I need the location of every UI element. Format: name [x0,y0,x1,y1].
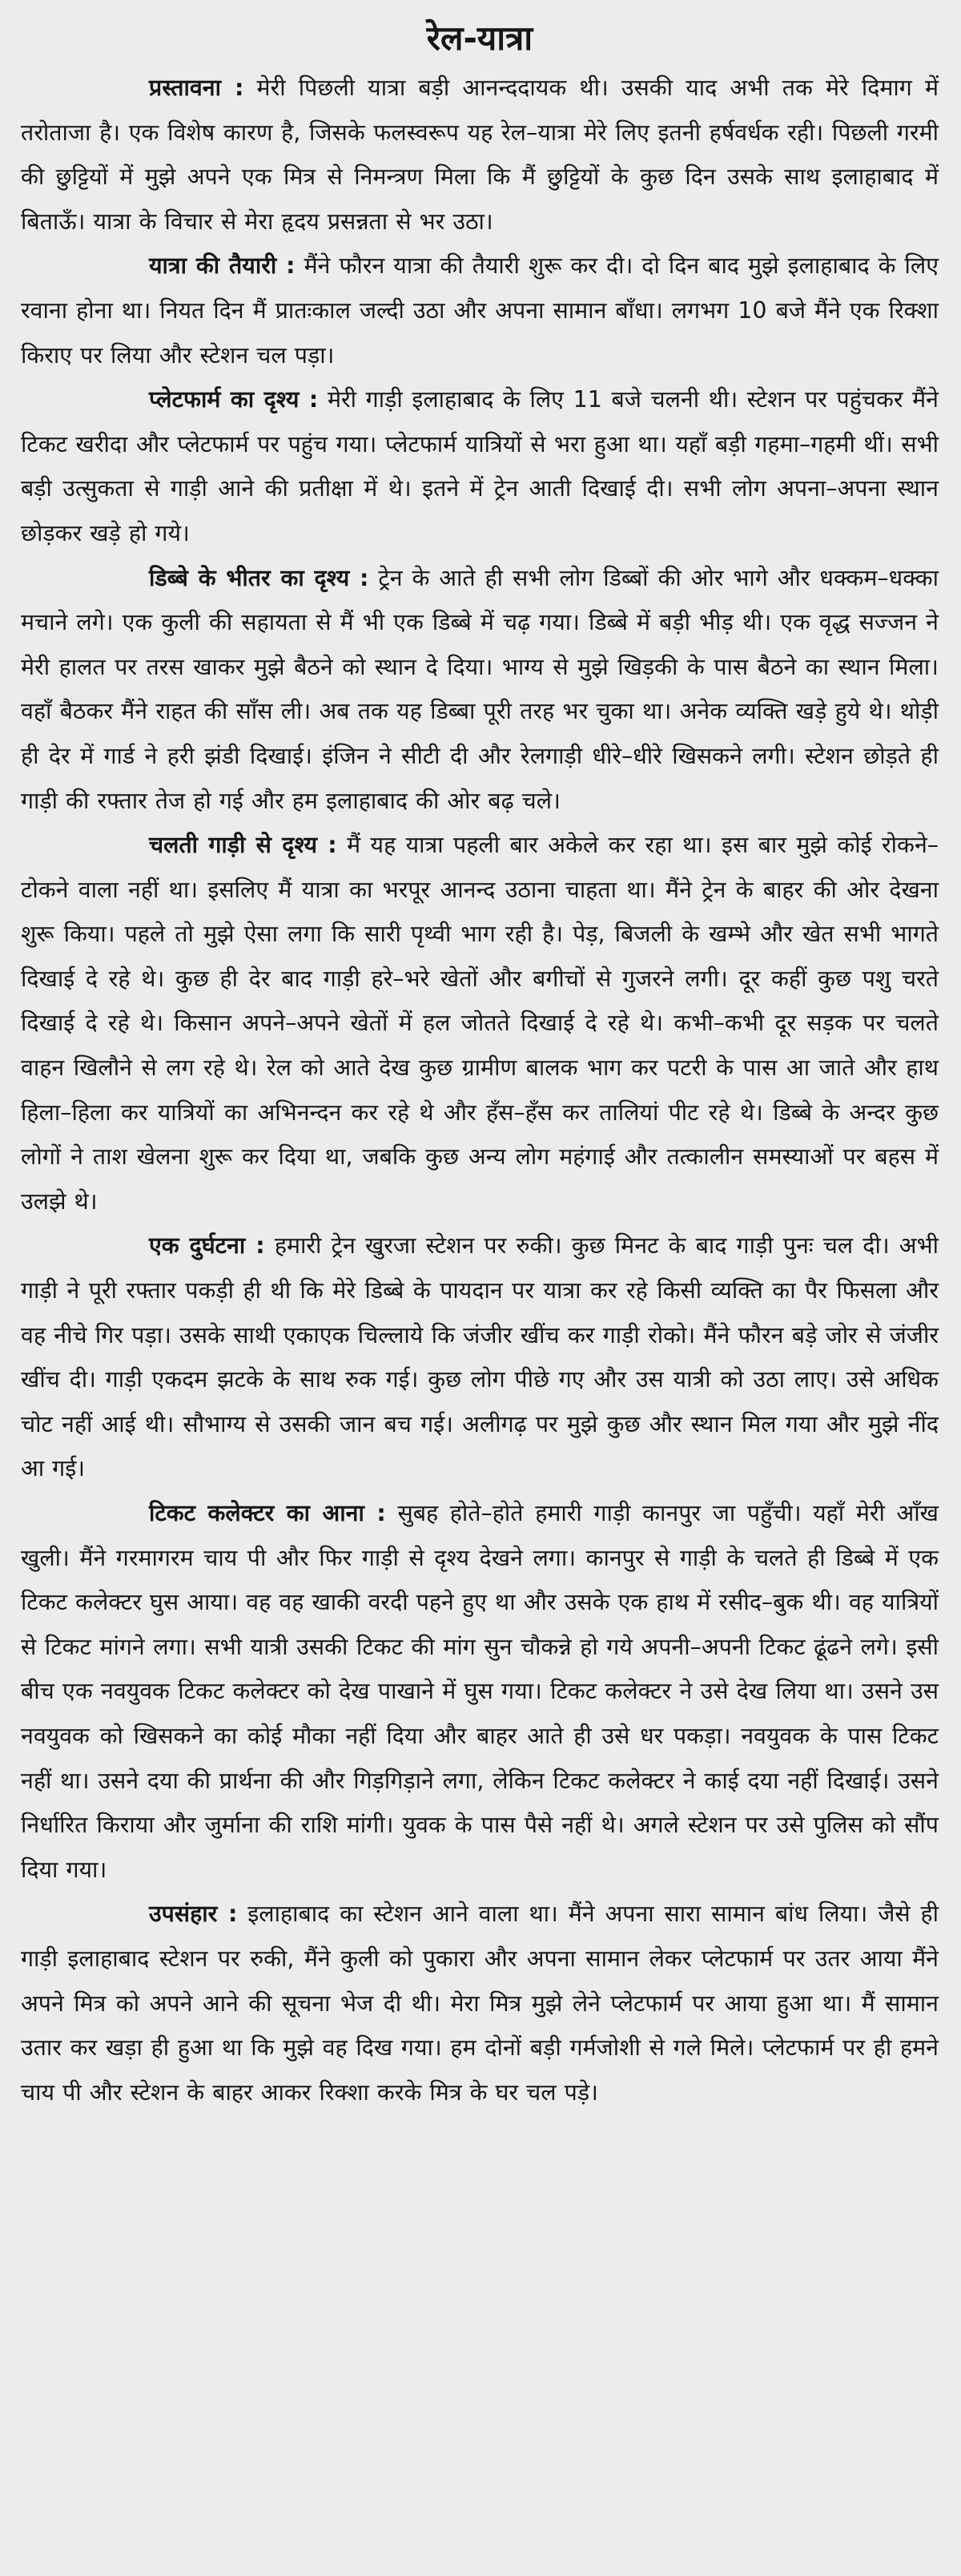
section-text: इलाहाबाद का स्टेशन आने वाला था। मैंने अपना सारा सामान बांध लिया। जैसे ही गाड़ी इलाहाबाद स्टेशन पर रुकी, मैंने कुली को पुकारा और अपना सामान लेकर प्लेटफार्म पर उतर आया मैंने अपने मित्र को अपने आने की सूचना भेज दी थी। मेरा मित्र मुझे लेने प्लेटफार्म पर आया हुआ था। मैं सामान उतार कर खड़ा ही हुआ था कि मुझे वह दिख गया। हम दोनों बड़ी गर्मजोशी से गले मिले। प्लेटफार्म पर ही हमने चाय पी और स्टेशन के बाहर आकर रिक्शा करके मित्र के घर चल पड़े। [21,1901,939,2106]
section-ticket-collector [21,1491,939,1892]
section-heading: प्रस्तावना : [149,75,244,101]
section-moving-train-view [21,823,939,1223]
section-heading: एक दुर्घटना : [149,1232,265,1260]
section-text: सुबह होते–होते हमारी गाड़ी कानपुर जा पहुँची। यहाँ मेरी आँख खुली। मैंने गरमागरम चाय पी और फिर गाड़ी से दृश्य देखने लगा। कानपुर से गाड़ी के चलते ही डिब्बे में एक टिकट कलेक्टर घुस आया। वह वह खाकी वरदी पहने हुए था और उसके एक हाथ में रसीद–बुक थी। वह यात्रियों से टिकट मांगने लगा। सभी यात्री उसकी टिकट की मांग सुन चौकन्ने हो गये अपनी–अपनी टिकट ढूंढने लगे। इसी बीच एक नवयुवक टिकट कलेक्टर को देख पाखाने में घुस गया। टिकट कलेक्टर ने उसे देख लिया था। उसने उस नवयुवक को खिसकने का कोई मौका नहीं दिया और बाहर आते ही उसे धर पकड़ा। नवयुवक के पास टिकट नहीं था। उसने दया की प्रार्थना की और गिड़गिड़ाने लगा, लेकिन टिकट कलेक्टर ने काई दया नहीं दिखाई। उसने निर्धारित किराया और जुर्माना की राशि मांगी। युवक के पास पैसे नहीं थे। अगले स्टेशन पर उसे पुलिस को सौंप दिया गया। [21,1500,939,1883]
section-text: मेरी पिछली यात्रा बड़ी आनन्ददायक थी। उसकी याद अभी तक मेरे दिमाग में तरोताजा है। एक विशेष कारण है, जिसके फलस्वरूप यह रेल–यात्रा मेरे लिए इतनी हर्षवर्धक रही। पिछली गरमी की छुट्टियों में मुझे अपने एक मित्र से निमन्त्रण मिला कि मैं छुट्टियों के कुछ दिन उसके साथ इलाहाबाद में बिताऊँ। यात्रा के विचार से मेरा हृदय प्रसन्नता से भर उठा। [21,75,939,235]
section-preparation [21,244,939,377]
section-heading: चलती गाड़ी से दृश्य : [149,832,337,859]
section-heading: टिकट कलेक्टर का आना : [149,1500,386,1526]
section-heading: उपसंहार : [149,1901,238,1928]
section-heading: यात्रा की तैयारी : [149,252,296,280]
section-inside-coach [21,556,939,824]
section-accident [21,1223,939,1491]
section-text: मैंने फौरन यात्रा की तैयारी शुरू कर दी। दो दिन बाद मुझे इलाहाबाद के लिए रवाना होना था। नियत दिन मैं प्रातःकाल जल्दी उठा और अपना सामान बाँधा। लगभग 10 बजे मैंने एक रिक्शा किराए पर लिया और स्टेशन चल पड़ा। [21,252,939,369]
section-text: ट्रेन के आते ही सभी लोग डिब्बों की ओर भागे और धक्कम–धक्का मचाने लगे। एक कुली की सहायता से मैं भी एक डिब्बे में चढ़ गया। डिब्बे में बड़ी भीड़ थी। एक वृद्ध सज्जन ने मेरी हालत पर तरस खाकर मुझे बैठने को स्थान दे दिया। भाग्य से मुझे खिड़की के पास बैठने का स्थान मिला। वहाँ बैठकर मैंने राहत की साँस ली। अब तक यह डिब्बा पूरी तरह भर चुका था। अनेक व्यक्ति खड़े हुये थे। थोड़ी ही देर में गार्ड ने हरी झंडी दिखाई। इंजिन ने सीटी दी और रेलगाड़ी धीरे–धीरे खिसकने लगी। स्टेशन छोड़ते ही गाड़ी की रफ्तार तेज हो गई और हम इलाहाबाद की ओर बढ़ चले। [21,564,939,814]
section-text: मेरी गाड़ी इलाहाबाद के लिए 11 बजे चलनी थी। स्टेशन पर पहुंचकर मैंने टिकट खरीदा और प्लेटफार्म पर पहुंच गया। प्लेटफार्म यात्रियों से भरा हुआ था। यहाँ बड़ी गहमा–गहमी थीं। सभी बड़ी उत्सुकता से गाड़ी आने की प्रतीक्षा में थे। इतने में ट्रेन आती दिखाई दी। सभी लोग अपना–अपना स्थान छोड़कर खड़े हो गये। [21,386,939,546]
section-introduction [21,66,939,244]
section-heading: डिब्बे के भीतर का दृश्य : [149,564,369,591]
section-text: हमारी ट्रेन खुरजा स्टेशन पर रुकी। कुछ मिनट के बाद गाड़ी पुनः चल दी। अभी गाड़ी ने पूरी रफ्तार पकड़ी ही थी कि मेरे डिब्बे के पायदान पर यात्रा कर रहे किसी व्यक्ति का पैर फिसला और वह नीचे गिर पड़ा। उसके साथी एकाएक चिल्लाये कि जंजीर खींच कर गाड़ी रोको। मैंने फौरन बड़े जोर से जंजीर खींच दी। गाड़ी एकदम झटके के साथ रुक गई। कुछ लोग पीछे गए और उस यात्री को उठा लाए। उसे अधिक चोट नहीं आई थी। सौभाग्य से उसकी जान बच गई। अलीगढ़ पर मुझे कुछ और स्थान मिल गया और मुझे नींद आ गई। [21,1232,939,1482]
page-title: रेल-यात्रा [426,18,533,58]
section-text: मैं यह यात्रा पहली बार अकेले कर रहा था। इस बार मुझे कोई रोकने–टोकने वाला नहीं था। इसलिए मैं यात्रा का भरपूर आनन्द उठाना चाहता था। मैंने ट्रेन के बाहर की ओर देखना शुरू किया। पहले तो मुझे ऐसा लगा कि सारी पृथ्वी भाग रही है। पेड़, बिजली के खम्भे और खेत सभी भागते दिखाई दे रहे थे। कुछ ही देर बाद गाड़ी हरे–भरे खेतों और बगीचों से गुजरने लगी। दूर कहीं कुछ पशु चरते दिखाई दे रहे थे। किसान अपने–अपने खेतों में हल जोतते दिखाई दे रहे थे। कभी–कभी दूर सड़क पर चलते वाहन खिलौने से लग रहे थे। रेल को आते देख कुछ ग्रामीण बालक भाग कर पटरी के पास आ जाते और हाथ हिला–हिला कर यात्रियों का अभिनन्दन कर रहे थे और हँस–हँस कर तालियां पीट रहे थे। डिब्बे के अन्दर कुछ लोगों ने ताश खेलना शुरू कर दिया था, जबकि कुछ अन्य लोग महंगाई और तत्कालीन समस्याओं पर बहस में उलझे थे। [21,832,939,1215]
section-heading: प्लेटफार्म का दृश्य : [149,386,319,413]
section-conclusion [21,1892,939,2114]
section-platform-scene [21,377,939,555]
